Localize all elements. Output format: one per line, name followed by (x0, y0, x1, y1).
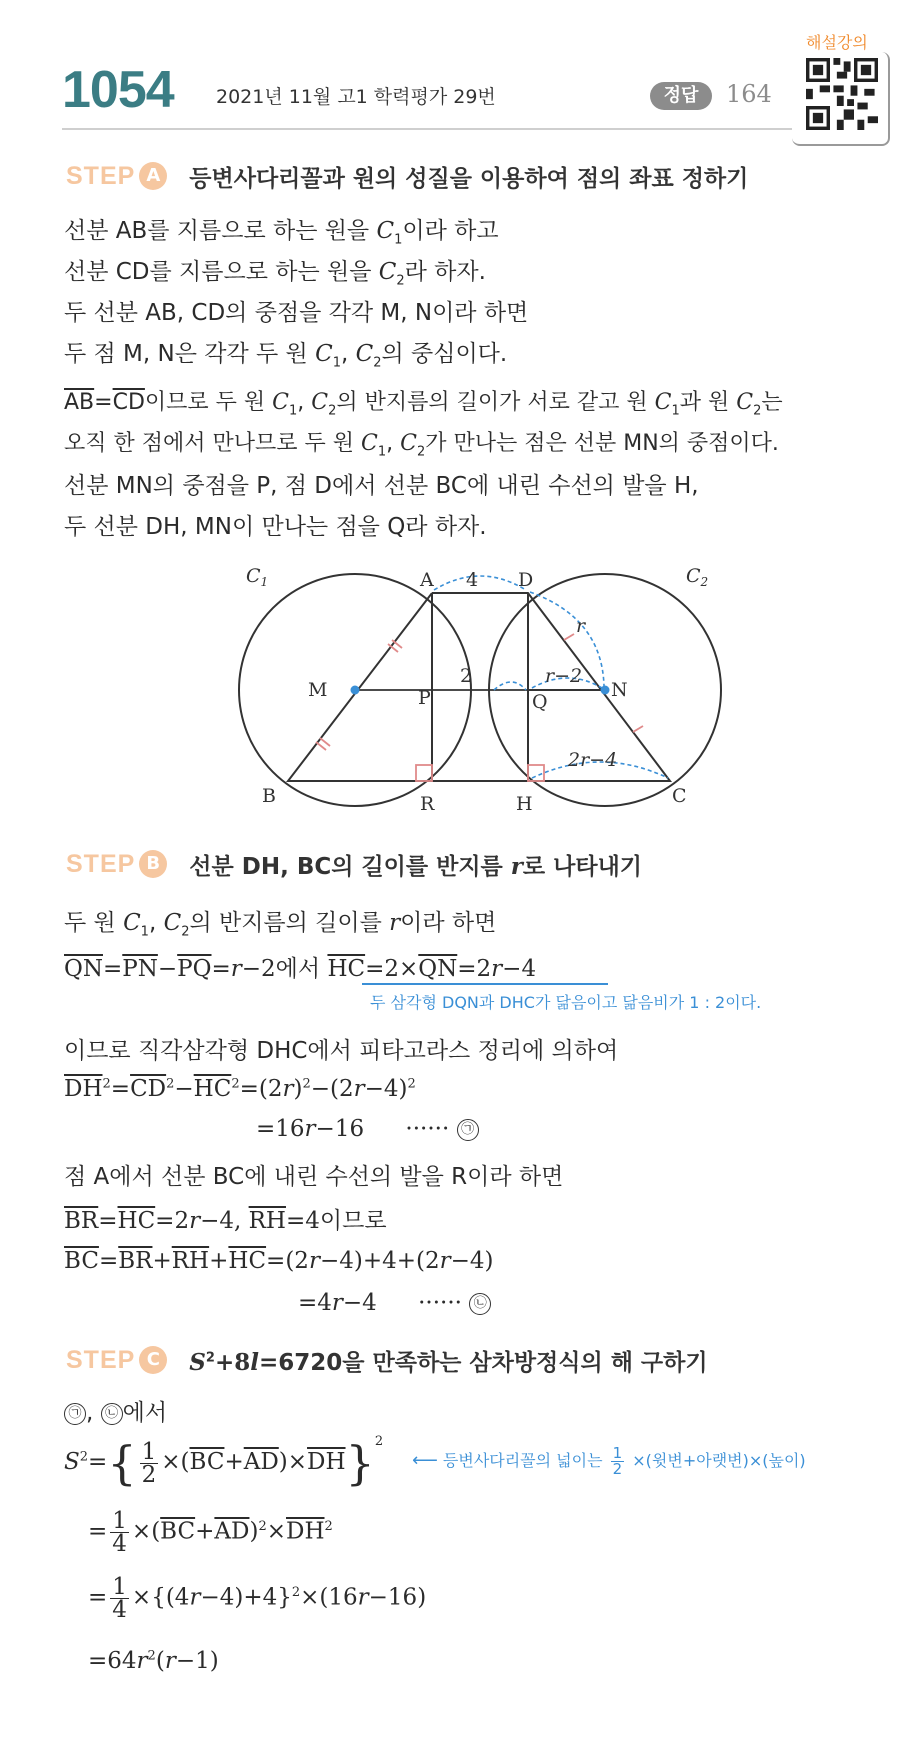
answer-badge: 정답 (650, 82, 712, 110)
step-word: STEP (66, 1345, 136, 1374)
math-line: $S^2=${ $\frac{1}{2}$ $\times(\overline{BC}+\overline{AD})\times\overline{DH}\}^2$ (64, 1434, 384, 1490)
svg-text:C2: $C_2$ (686, 565, 709, 589)
text-line: 두 점 M, N은 각각 두 원 $C_1$, $C_2$의 중심이다. (64, 341, 508, 371)
label-len-2r4: 2r−4 (568, 749, 618, 771)
arc-ad (434, 576, 526, 590)
lecture-link[interactable]: 해설강의 (806, 33, 868, 52)
step-title: 등변사다리꼴과 원의 성질을 이용하여 점의 좌표 정하기 (189, 165, 749, 192)
qr-code-icon[interactable] (806, 58, 878, 130)
text-line: 오직 한 점에서 만나므로 두 원 $C_1$, $C_2$가 만나는 점은 선분 MN의 중점이다. (64, 431, 779, 460)
svg-text:C1: $C_1$ (246, 565, 269, 589)
label-a: A (420, 569, 434, 591)
label-r: R (420, 793, 435, 815)
problem-number: 1054 (62, 61, 174, 119)
arc-2 (494, 682, 526, 690)
math-line: =4r−4 ······ ㉡ (298, 1290, 491, 1316)
step-badge: B (139, 850, 167, 878)
text-line: 두 선분 DH, MN이 만나는 점을 Q라 하자. (64, 514, 487, 540)
text-line: 선분 AB를 지름으로 하는 원을 $C_1$이라 하고 (64, 218, 499, 248)
math-line: = $\frac{1}{4}$ $\times(\overline{BC}+\overline{AD})^2\times\overline{DH}^2$ (88, 1508, 333, 1557)
header-divider (62, 128, 792, 130)
label-c: C (672, 785, 687, 807)
answer-value: 164 (726, 80, 772, 108)
text-line: 이므로 직각삼각형 DHC에서 피타고라스 정리에 의하여 (64, 1038, 619, 1064)
area-formula-note: ⟵ 등변사다리꼴의 넓이는 $\frac{1}{2}$ ×(윗변+아랫변)×(높이) (412, 1444, 806, 1478)
step-c-heading (66, 1342, 708, 1378)
text-line: 점 A에서 선분 BC에 내린 수선의 발을 R이라 하면 (64, 1164, 564, 1190)
label-n: N (611, 679, 628, 701)
point-m (351, 686, 360, 695)
label-d: D (518, 569, 534, 591)
text-line: $\overline{AB}=\overline{CD}$이므로 두 원 $C_1$, $C_2$의 반지름의 길이가 서로 같고 원 $C_1$과 원 $C_2$는 (64, 390, 783, 419)
text-line: 선분 CD를 지름으로 하는 원을 $C_2$라 하자. (64, 259, 486, 289)
math-line: $\overline{QN}=\overline{PN}-\overline{PQ}=r-2$에서 $\overline{HC}=2\times\overline{QN}=2r-4$ (64, 956, 537, 982)
text-line: 두 원 $C_1$, $C_2$의 반지름의 길이를 r이라 하면 (64, 910, 497, 940)
text-line: 선분 MN의 중점을 P, 점 D에서 선분 BC에 내린 수선의 발을 H, (64, 473, 699, 499)
step-title: $S^2+8l=6720$을 만족하는 삼차방정식의 해 구하기 (189, 1348, 708, 1376)
label-h: H (516, 793, 533, 815)
problem-source: 2021년 11월 고1 학력평가 29번 (216, 86, 496, 108)
marker-nieun: ㉡ (469, 1293, 491, 1315)
math-line: $\overline{BC}=\overline{BR}+\overline{RH}+\overline{HC}=(2r-4)+4+(2r-4)$ (64, 1248, 494, 1274)
similarity-note: 두 삼각형 DQN과 DHC가 닮음이고 닮음비가 1 : 2이다. (370, 993, 762, 1012)
text-line: ㉠ , ㉡ 에서 (64, 1394, 167, 1427)
marker-giyeok: ㉠ (457, 1119, 479, 1141)
math-line: =16r−16 ······ ㉠ (256, 1116, 479, 1142)
label-c2: C (686, 565, 701, 587)
step-badge: C (139, 1346, 167, 1374)
label-p: P (418, 687, 431, 709)
step-a-heading (66, 158, 748, 194)
geometry-figure (220, 556, 740, 816)
label-q: Q (532, 691, 548, 713)
label-len-r: r (576, 615, 586, 637)
math-line: $\overline{DH}^2=\overline{CD}^2-\overline{HC}^2=(2r)^2-(2r-4)^2$ (64, 1076, 416, 1102)
point-n (601, 686, 610, 695)
label-c1: C (246, 565, 261, 587)
step-b-heading (66, 846, 642, 882)
step-badge: A (139, 162, 167, 190)
step-word: STEP (66, 849, 136, 878)
step-title: 선분 DH, BC의 길이를 반지름 r로 나타내기 (189, 852, 643, 880)
label-len-ad: 4 (466, 569, 479, 591)
math-line: $\overline{BR}=\overline{HC}=2r-4$, $\overline{RH}=4$이므로 (64, 1208, 387, 1234)
label-m: M (308, 679, 328, 701)
step-word: STEP (66, 161, 136, 190)
math-line: $=64r^2(r-1)$ (88, 1648, 219, 1674)
label-len-r2: r−2 (545, 665, 583, 687)
text-line: 두 선분 AB, CD의 중점을 각각 M, N이라 하면 (64, 300, 529, 326)
note-underline (362, 983, 608, 985)
label-len-2: 2 (460, 665, 473, 687)
label-b: B (262, 785, 276, 807)
math-line: = $\frac{1}{4}$ $\times\{(4r-4)+4\}^2\times(16r-16)$ (88, 1574, 427, 1623)
